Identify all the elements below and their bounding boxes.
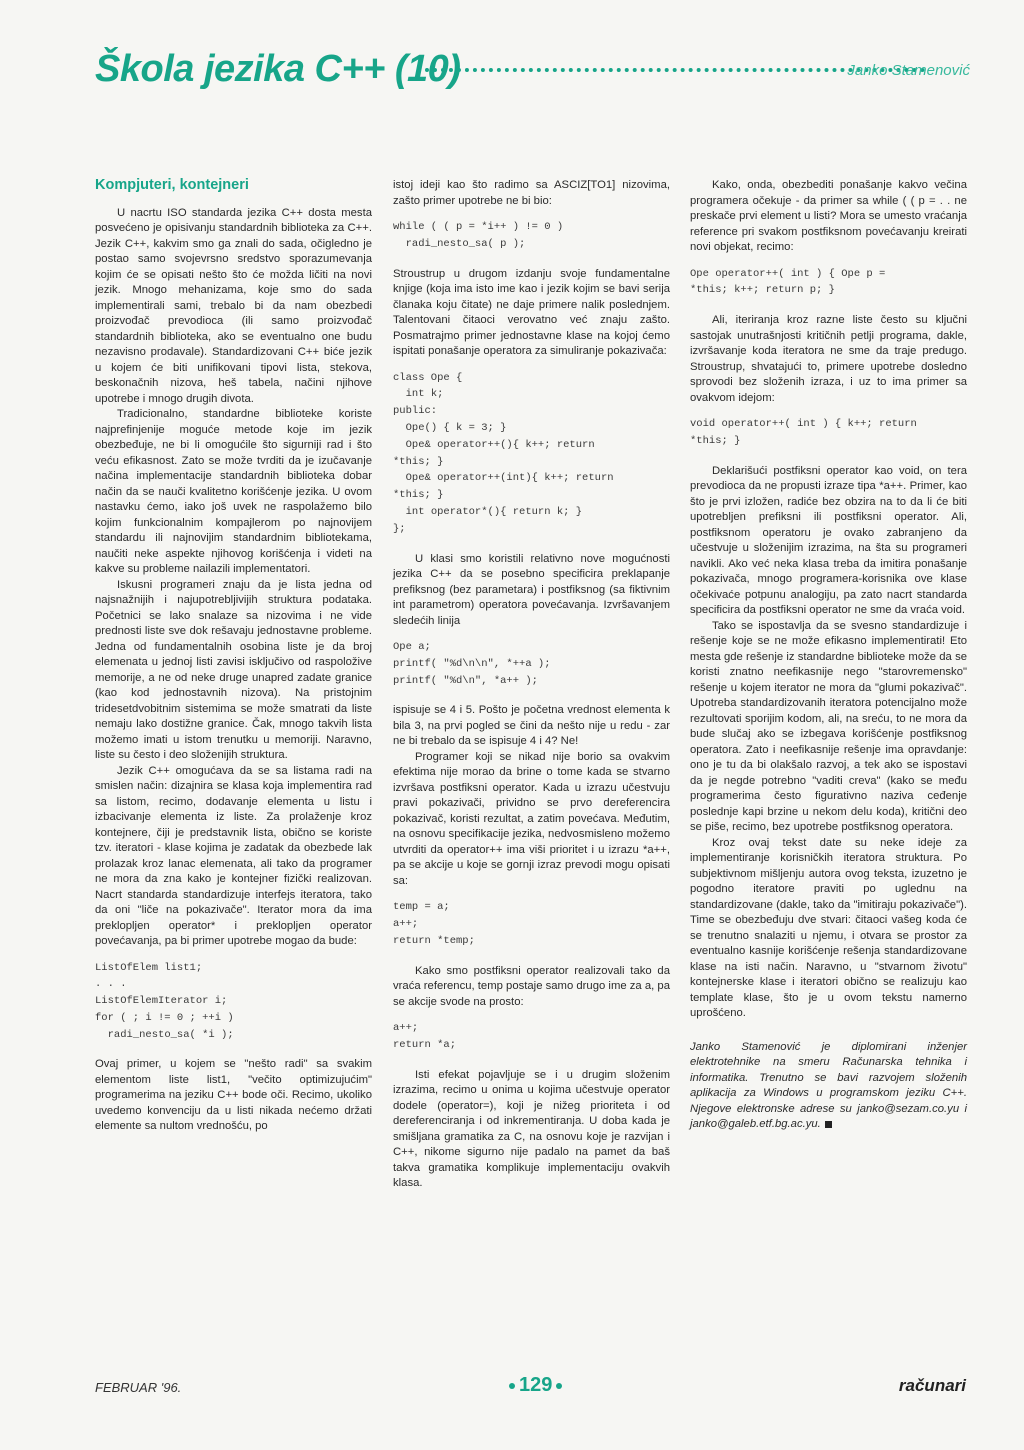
column-2 [393, 178, 670, 1192]
bullet-icon [556, 1383, 562, 1389]
code-listing: Ope a; printf( "%d\n\n", *++a ); printf( "%d\n", *a++ ); [393, 641, 551, 687]
code-listing: class Ope { int k; public: Ope() { k = 3; } Ope& operator++(){ k++; return *this; } Ope& operator++(int){ k++; return *this; } int operator*(){ return k; } }; [393, 371, 614, 535]
code-listing: a++; return *a; [393, 1022, 457, 1052]
code-listing: while ( ( p = *i++ ) != 0 ) radi_nesto_sa( p ); [393, 221, 564, 250]
magazine-brand: računari [898, 1376, 966, 1395]
page-number [505, 1374, 566, 1397]
column-3 [690, 178, 967, 1133]
paragraph: U klasi smo koristili relativno nove mogućnosti jezika C++ da se posebno specificira preklapanje prefiksnog (bez parametara) i postfiksnog (sa fiktivnim int parametrom) operatora povećavanja. Izvršavanjem sledećih linija [393, 552, 670, 627]
column-1 [95, 178, 372, 1135]
section-heading: Kompjuteri, kontejneri [95, 177, 249, 193]
code-listing: Ope operator++( int ) { Ope p = *this; k++; return p; } [690, 267, 886, 297]
paragraph: Kroz ovaj tekst date su neke ideje za implementiranje korisničkih iteratora struktura. Po subjektivnom mišljenju autora ovog teksta, izuzetno je pogodno iteratore praviti po uglednu na standardizovane (dakle, tako da "imitiraju pokazivače"). Time se obezbeđuju dve stvari: čitaoci vašeg koda će se trenutno snalaziti u njemu, i otvara se prostor za eventualno kasnije korišćenje rešenja standardizovane klase na isti način. Naravno, u "stvarnom životu" kontejnerske klase i iteratori obično se realizuju kao template klase, što je u ovom tekstu namerno uprošćeno. [690, 836, 967, 1020]
paragraph: Isti efekat pojavljuje se i u drugim složenim izrazima, recimo u onima u kojima učestvuje operator dodele (operator=), koji je nižeg prioriteta i od dereferenciranja i od inkrementiranja. U doba kada je smišljana gramatika za C, na osnovu koje je razvijan i C++, nikome sigurno nije padalo na pamet da baš takva gramatika komplikuje implementaciju ovakvih klasa. [393, 1068, 670, 1190]
bullet-icon [509, 1383, 515, 1389]
paragraph: Tradicionalno, standardne biblioteke koriste najprefinjenije moguće metode koje im jezik obezbeđuje, ne bi li omogućile što sigurniji rad i što veću efikasnost. Zato se može tvrditi da je izučavanje načina implementacije standardnih biblioteka dobar način da se nauči kvalitetno korišćenje jezika. U ovom nastavku ćemo, iako još uvek ne raspolažemo bilo kojim funkcionalnim kompajlerom po najnovijem standardu ili najnovijim standardnim bibliotekama, naučiti neke aspekte njihovog korišćenja i videti na kakve su probleme nailazili implementatori. [95, 408, 372, 575]
paragraph: Iskusni programeri znaju da je lista jedna od najsnažnijih i najupotrebljivijih struktura podataka. Početnici se lako snalaze sa nizovima i ne vide prednosti liste sve dok rešavaju jednostavne probleme. Jedna od fundamentalnih osobina liste je da broj elemenata u jednoj listi zavisi isključivo od raspoložive memorije, a ne od neke druge unapred zadate granice (kao kod jednostavnih nizova). Na pristojnim tridesetdvobitnim sistemima se može smatrati da liste nemaju lako dostižne granice. Čak, mnogo takvih lista možemo imati u istom trenutku u memoriji. Naravno, liste su često i deo složenijih struktura. [95, 578, 372, 761]
article-title: Škola jezika C++ (10) [95, 48, 461, 90]
code-listing: temp = a; a++; return *temp; [393, 901, 475, 948]
paragraph: Kako smo postfiksni operator realizovali tako da vraća referencu, temp postaje samo drugo ime za a, pa se akcije svode na prosto: [393, 964, 670, 1008]
paragraph: U nacrtu ISO standarda jezika C++ dosta mesta posvećeno je opisivanju standardnih biblioteka za C++. Jezik C++, kakvim smo ga znali do sada, očigledno je postao samo svojevrsno sredstvo sporazumevanja kojim će se opisati nešto što će možda ličiti na novi jezik. Mnogo mehanizama, koje smo do sada implementirali sami, trebalo bi da nam obezbedi proizvođač prevodioca (ili samo proizvođač standardnih biblioteka, ako se eventualno one budu nezavisno prodavale). Standardizovani C++ biće jezik u kojem će biti unifikovani tipovi lista, stekova, beskonačnih nizova, heš tabela, načini njihove upotrebe i mnogo drugih divota. [95, 206, 372, 405]
code-listing: ListOfElem list1; . . . ListOfElemIterator i; for ( ; i != 0 ; ++i ) radi_nesto_sa( *i ); [95, 961, 234, 1041]
paragraph: Jezik C++ omogućava da se sa listama radi na smislen način: dizajnira se klasa koja implementira rad sa listom, recimo, dodavanje elementa u listu i izbacivanje elementa iz liste. Za prolaženje kroz kontejnere, čiji je predstavnik lista, obično se koriste tzv. iteratori - klase kojima je zadatak da obezbede lak prolazak kroz lanac elemenata, ali tako da programer ne mora da zna kako je kontejner fizički realizovan. Nacrt standarda standardizuje interfejs iteratora, tako da oni "liče na pokazivače". Iterator mora da ima preklopljen operator* i preklopljen operator povećavanja, pa bi primer upotrebe mogao da bude: [95, 764, 372, 947]
paragraph: Ovaj primer, u kojem se "nešto radi" sa svakim elementom liste list1, "večito optimizujućim" programerima na jeziku C++ bode oči. Recimo, ukoliko uvedemo konvenciju da u listi nikada nećemo držati elemente sa nultom vrednošću, po [95, 1058, 372, 1133]
article-author: Janko Stamenović [847, 62, 970, 79]
paragraph: Ali, iteriranja kroz razne liste često su ključni sastojak unutrašnjosti kritičnih petlji programa, dakle, izvršavanje koda iteratora ne sme da traje predugo. Stroustrup, shvatajući to, primere upotrebe dosledno sprovodi bez složenih izraza, i uz to ima primer sa ovakvom idejom: [690, 314, 967, 404]
paragraph: Stroustrup u drugom izdanju svoje fundamentalne knjige (koja ima isto ime kao i jezik kojim se bavi serija članaka koju čitate) ne daje primere nalik poslednjem. Talentovani čitaoci verovatno već znaju zašto. Posmatrajmo primer jednostavne klase na kojoj ćemo ispitati ponašanje operatora za simuliranje pokazivača: [393, 267, 670, 358]
paragraph: Programer koji se nikad nije borio sa ovakvim efektima nije morao da brine o tome kada se stvarno izvršava postfiksni operator. Kada u izrazu učestvuju pravi pokazivači, prividno se prvo dereferencira pokazivač, koristi rezultat, a zatim povećava. Međutim, na osnovu specifikacije jezika, nedvosmisleno možemo utvrditi da operator++ ima viši prioritet i u izrazu *a++, pa se akcije u koje se gornji izraz prevodi mogu opisati sa: [393, 750, 670, 887]
code-listing: void operator++( int ) { k++; return *this; } [690, 418, 917, 447]
article-header [95, 48, 975, 100]
paragraph: Deklarišući postfiksni operator kao void, on tera prevodioca da ne propusti izraze tipa *a++. Primer, kao što je prvi izložen, radiće bez obzira na to da li će biti upotrebljen prefiksni ili postfiksni operator. Ali, postfiksnom operatoru je ovako zabranjeno da učestvuje u složenijim izrazima, na šta su programeri navikli. Ako već neka klasa treba da imitira ponašanje pokazivača, mnogo programera-korisnika ove klase očekivaće potpunu analogiju, pa zato nacrt standarda specificira da postfiksni operator ne sme da vraća void. [690, 464, 967, 617]
issue-date: FEBRUAR '96. [95, 1380, 182, 1395]
paragraph: istoj ideji kao što radimo sa ASCIZ[TO1] nizovima, zašto primer upotrebe ne bi bio: [393, 179, 670, 207]
paragraph: ispisuje se 4 i 5. Pošto je početna vrednost elementa k bila 3, na prvi pogled se čini da nešto nije u redu - zar ne bi trebalo da se ispisuje 4 i 4? Ne! [393, 704, 670, 748]
author-bio-text: Janko Stamenović je diplomirani inženjer elektrotehnike na smeru Računarska tehnika i informatika. Trenutno se bavi razvojem složenih aplikacija za Windows u programskom jeziku C++. Njegove elektronske adrese su janko@sezam.co.yu i janko@galeb.etf.bg.ac.yu. [690, 1040, 967, 1131]
author-bio [690, 1040, 967, 1133]
page-number-text: 129 [519, 1374, 553, 1396]
end-of-article-mark [825, 1121, 832, 1128]
paragraph: Kako, onda, obezbediti ponašanje kakvo večina programera očekuje - da primer sa while ( ( p = . . ne preskače prvi element u listi? Mora se umesto vraćanja reference pri svakom postfiksnom povećavanju kreirati novi objekat, recimo: [690, 179, 967, 253]
paragraph: Tako se ispostavlja da se svesno standardizuje i rešenje koje se ne može efikasno implementirati! Eto mesta gde rešenje iz standardne biblioteke može da se koristi znatno neefikasnije nego "starovremensko" rešenje u kojem iterator ne mora da "glumi pokazivač". Upotreba standardizovanih iteratora potencijalno može rezultovati sporijim kodom, ali, na sreću, to ne mora da bude slučaj ako se izbegava korišćenje postfiksnog operatora. Zato i neefikasnije rešenje ima opravdanje: ono je tu da bi olakšalo razvoj, a tek ako se ispostavi da je negde potrebno "vaditi creva" (kako se među programerima često figurativno naziva ceđenje poslednje kapi brzine u nekom delu koda), kritični deo se piše, recimo, bez upotrebe postfiksnog operatora. [690, 619, 967, 834]
